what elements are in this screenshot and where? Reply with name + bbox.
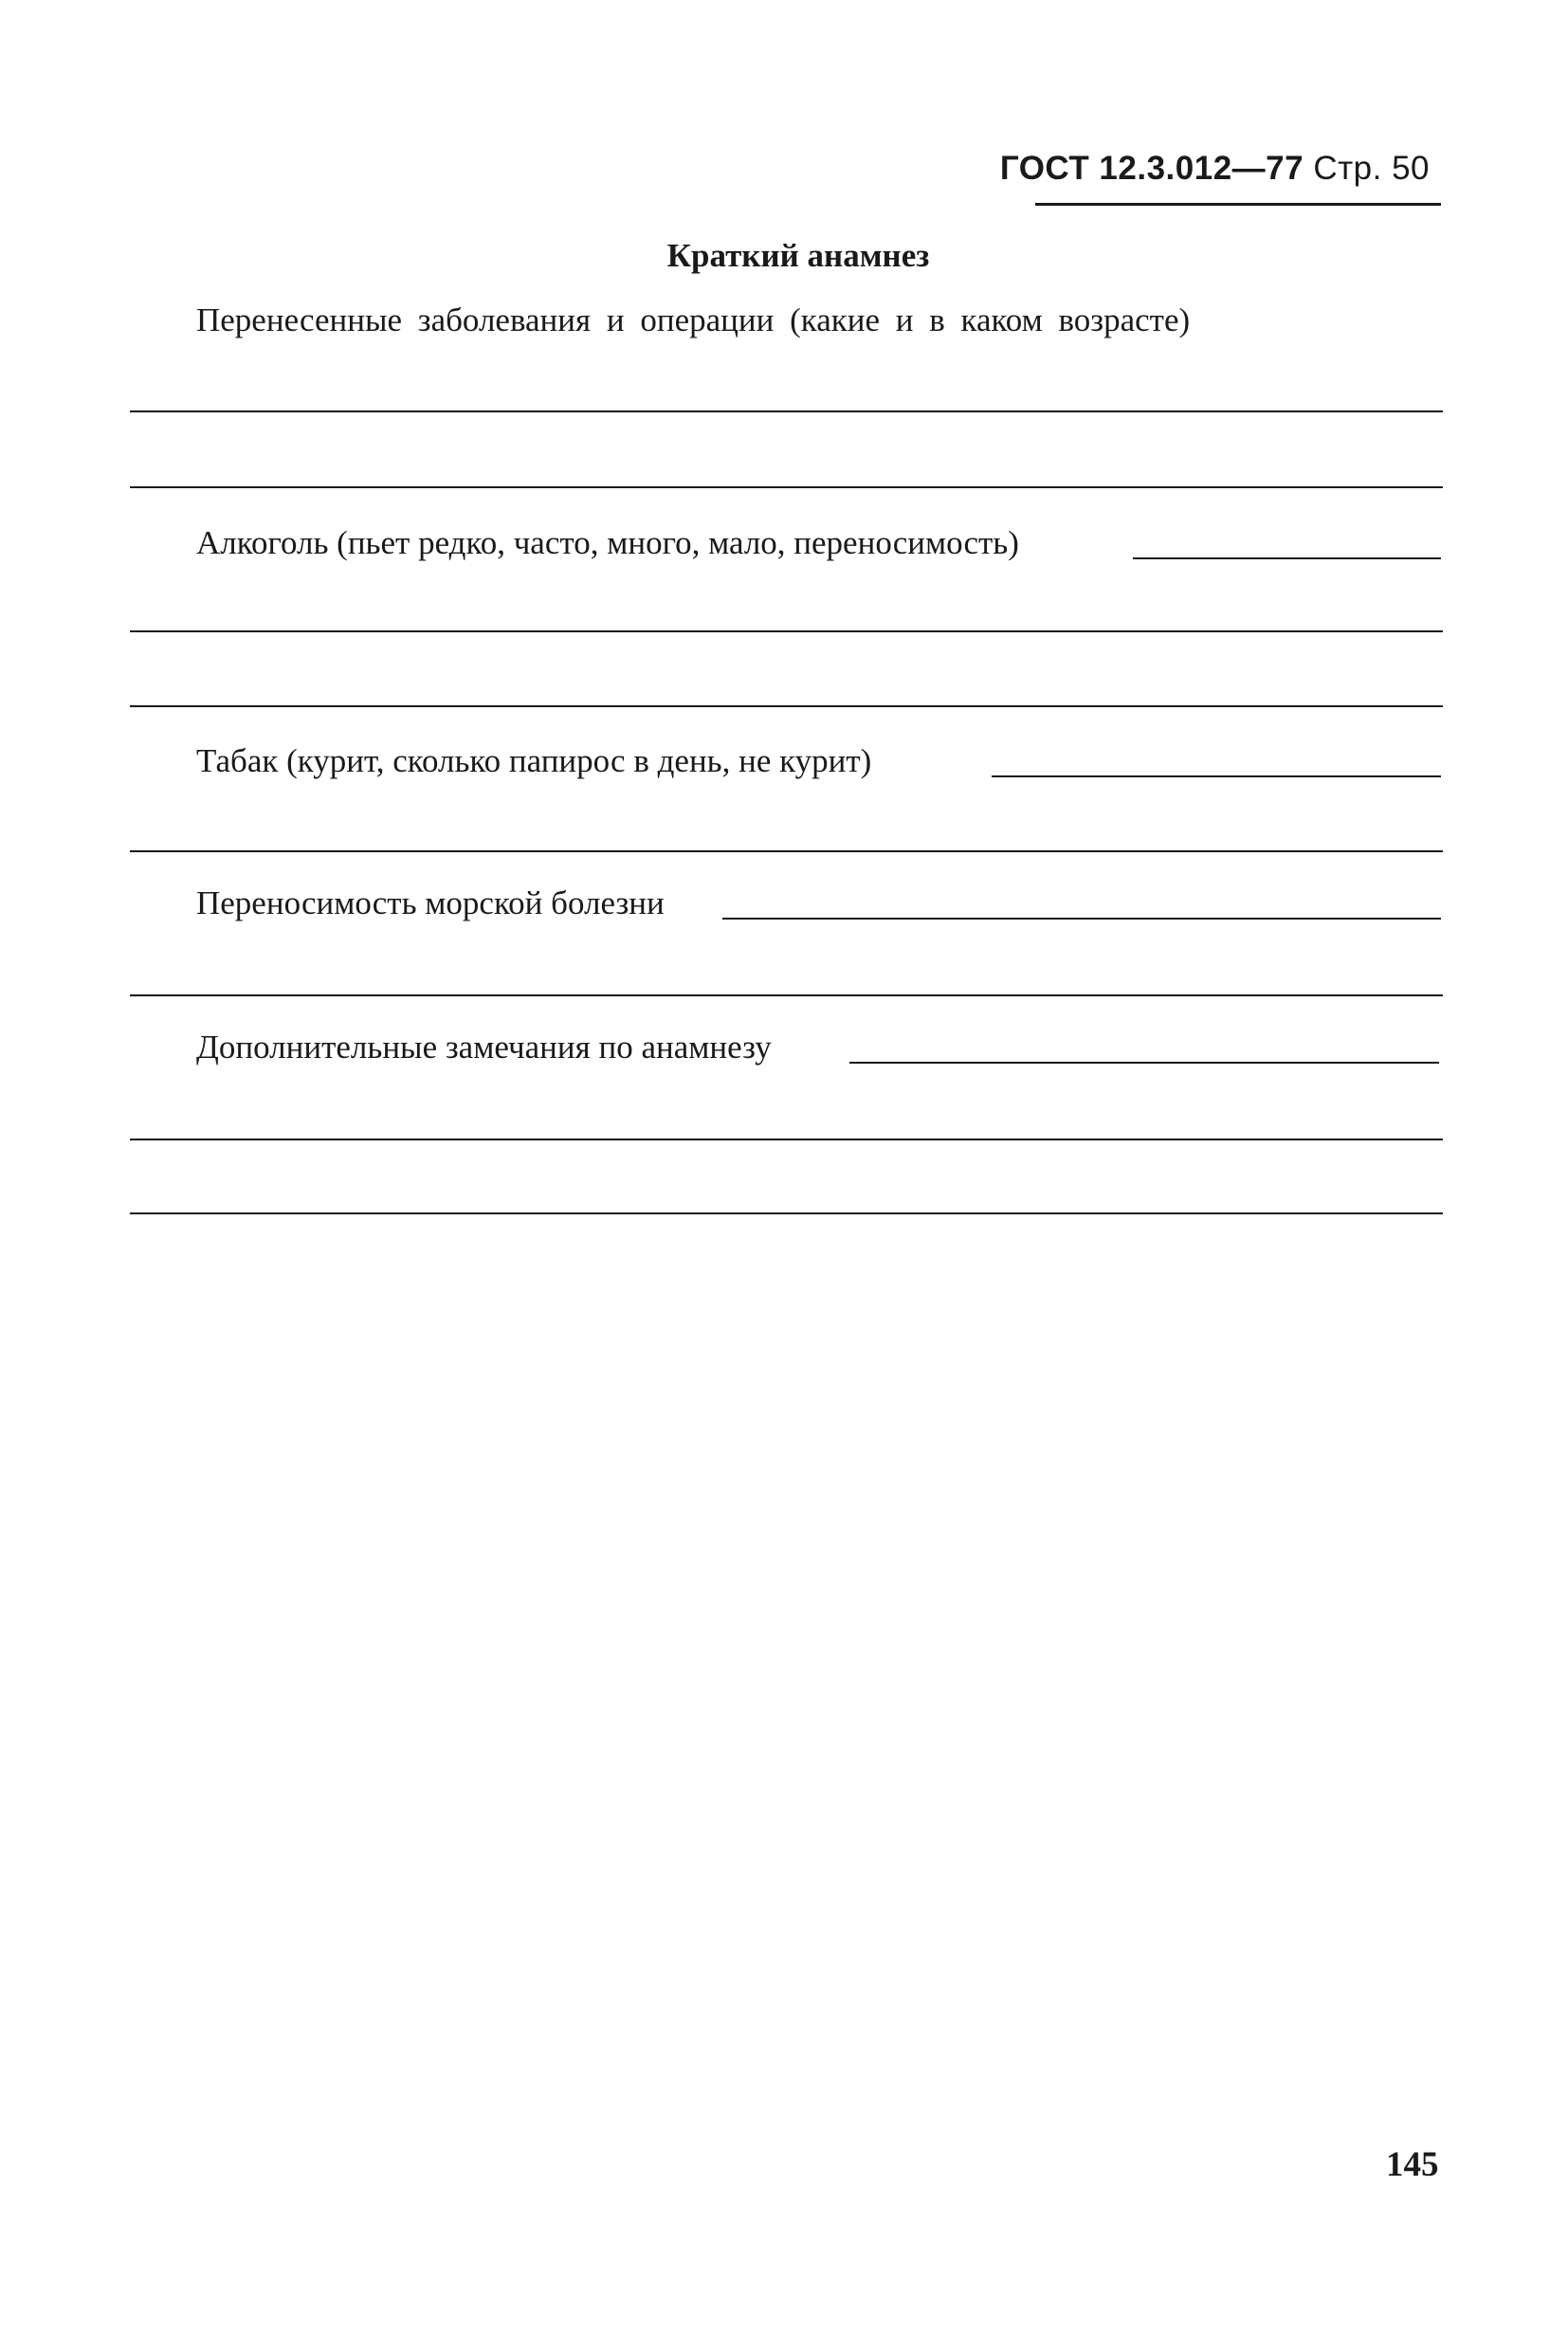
additional-inline-line[interactable]: [849, 1062, 1439, 1064]
page-number: 145: [1386, 2145, 1439, 2184]
seasickness-inline-line[interactable]: [722, 918, 1441, 920]
diseases-line-2[interactable]: [130, 486, 1443, 488]
seasickness-line-1[interactable]: [130, 994, 1443, 996]
header-rule: [1035, 203, 1441, 206]
additional-line-2[interactable]: [130, 1212, 1443, 1214]
page-header: [1000, 150, 1430, 188]
diseases-label: Перенесенные заболевания и операции (какие и в каком возрасте): [196, 301, 1191, 338]
seasickness-label: Переносимость морской болезни: [196, 884, 665, 921]
diseases-line-1[interactable]: [130, 410, 1443, 412]
additional-line-1[interactable]: [130, 1139, 1443, 1140]
additional-label: Дополнительные замечания по анамнезу: [196, 1029, 772, 1066]
alcohol-inline-line[interactable]: [1133, 557, 1441, 559]
page-label: Стр. 50: [1313, 150, 1430, 187]
tobacco-label: Табак (курит, сколько папирос в день, не курит): [196, 742, 872, 779]
section-title: Краткий анамнез: [666, 237, 930, 274]
standard-number: ГОСТ 12.3.012—77: [999, 150, 1304, 187]
tobacco-line-1[interactable]: [130, 850, 1443, 852]
alcohol-label: Алкоголь (пьет редко, часто, много, мало, переносимость): [196, 524, 1019, 561]
alcohol-line-2[interactable]: [130, 705, 1443, 707]
alcohol-line-1[interactable]: [130, 630, 1443, 632]
tobacco-inline-line[interactable]: [992, 775, 1441, 777]
